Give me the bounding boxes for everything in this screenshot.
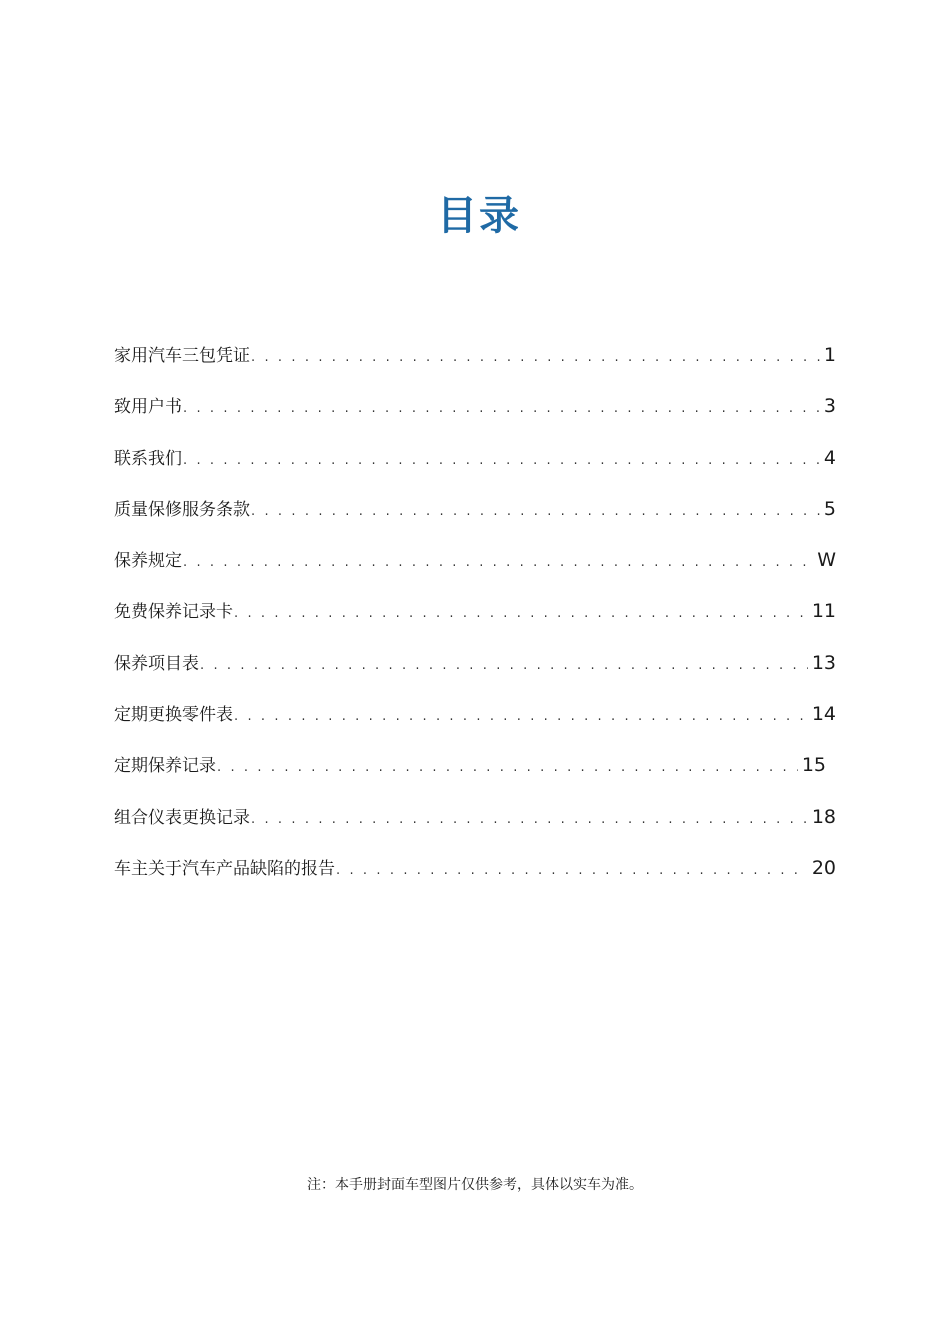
toc-entry-page: 3 [823, 395, 836, 418]
toc-entry-page: 5 [823, 497, 836, 520]
toc-entry-cluster-replacement-log[interactable] [114, 802, 836, 853]
toc-entry-contact-us[interactable] [114, 443, 836, 494]
toc-entry-label: 定期保养记录 [114, 756, 216, 777]
toc-entry-page: 11 [811, 600, 836, 623]
toc-entry-label: 组合仪表更换记录 [114, 807, 250, 828]
toc-leader-dots [234, 599, 808, 629]
toc-entry-periodic-maintenance-log[interactable] [114, 750, 836, 801]
toc-leader-dots [183, 548, 813, 578]
toc-entry-maintenance-rules[interactable] [114, 545, 836, 596]
toc-entry-family-car-warranty[interactable] [114, 340, 836, 391]
toc-leader-dots [217, 753, 798, 783]
toc-entry-warranty-terms[interactable] [114, 494, 836, 545]
toc-entry-label: 致用户书 [114, 397, 182, 418]
footnote: 注：本手册封面车型图片仅供参考，具体以实车为准。 [307, 1177, 643, 1193]
toc-entry-label: 质量保修服务条款 [114, 499, 250, 520]
toc-entry-page: W [817, 549, 836, 572]
toc-entry-page: 15 [801, 754, 826, 777]
toc-leader-dots [251, 497, 820, 527]
toc-entry-page: 13 [811, 651, 836, 674]
toc-entry-label: 免费保养记录卡 [114, 602, 233, 623]
toc-entry-page: 18 [811, 805, 836, 828]
toc-entry-label: 车主关于汽车产品缺陷的报告 [114, 858, 335, 879]
table-of-contents [114, 340, 836, 904]
toc-entry-defect-report[interactable] [114, 853, 836, 904]
toc-entry-free-maintenance-card[interactable] [114, 596, 836, 647]
toc-leader-dots [183, 446, 820, 476]
toc-entry-label: 定期更换零件表 [114, 705, 233, 726]
toc-entry-maintenance-items[interactable] [114, 648, 836, 699]
toc-entry-page: 20 [811, 856, 836, 879]
toc-entry-periodic-parts[interactable] [114, 699, 836, 750]
toc-leader-dots [251, 343, 820, 373]
toc-leader-dots [234, 702, 808, 732]
toc-entry-page: 14 [811, 703, 836, 726]
toc-entry-label: 保养项目表 [114, 653, 199, 674]
toc-leader-dots [200, 651, 808, 681]
toc-entry-label: 家用汽车三包凭证 [114, 346, 250, 366]
page-title: 目录 [437, 193, 521, 239]
toc-leader-dots [251, 805, 808, 835]
toc-entry-page: 1 [823, 344, 836, 366]
toc-entry-label: 保养规定 [114, 551, 182, 572]
toc-entry-letter-to-users[interactable] [114, 391, 836, 442]
toc-leader-dots [183, 394, 820, 424]
toc-entry-page: 4 [823, 446, 836, 469]
toc-entry-label: 联系我们 [114, 448, 182, 469]
toc-leader-dots [336, 856, 808, 886]
